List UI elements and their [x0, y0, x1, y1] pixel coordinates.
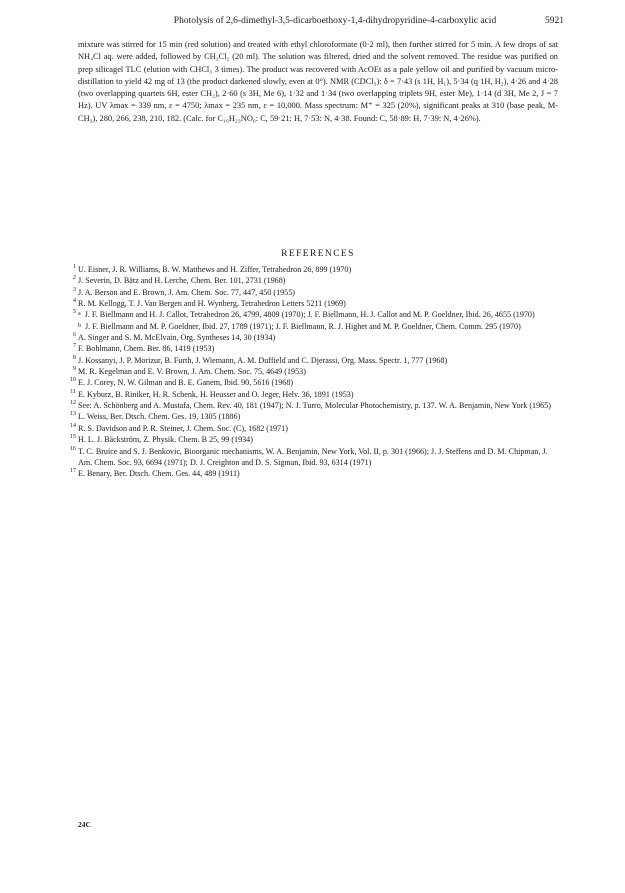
reference-number: 14 [70, 422, 76, 429]
reference-text: R. M. Kellogg, T. J. Van Bergen and H. Wynberg, Tetrahedron Letters 5211 (1969) [78, 299, 346, 309]
reference-item [66, 411, 560, 422]
reference-number: 2 [73, 275, 76, 282]
reference-number: 11 [70, 388, 76, 395]
reference-item [66, 468, 560, 479]
reference-text: J. A. Berson and E. Brown, J. Am. Chem. Soc. 77, 447, 450 (1955) [78, 287, 295, 297]
reference-item [66, 309, 560, 320]
reference-text: L. Weiss, Ber. Dtsch. Chem. Ges. 19, 1305 (1886) [78, 412, 241, 422]
reference-item [66, 366, 560, 377]
reference-item [66, 377, 560, 388]
reference-item [66, 287, 560, 298]
reference-text: T. C. Bruice and S. J. Benkovic, Bioorganic mechanisms, W. A. Benjamin, New York, Vol. II, p. 301 (1966); J. J. Steffens and D. M. Chipman, J. Am. Chem. Soc. 93, 6694 (1971); D. J. Creighton and D. S. Sigman, Ibid. 93, 6314 (1971) [78, 446, 548, 467]
page-number: 5921 [545, 16, 564, 26]
reference-text: See: A. Schönberg and A. Mustafa, Chem. Rev. 40, 181 (1947); N. J. Turro, Molecular Photochemistry, p. 137. W. A. Benjamin, New York (1965) [78, 401, 551, 411]
reference-item [66, 389, 560, 400]
reference-text: J. F. Biellmann and H. J. Callot, Tetrahedron 26, 4799, 4809 (1970); J. F. Biellmann, H. J. Callot and M. P. Goeldner, Ibid. 26, 4655 (1970) [84, 310, 535, 320]
reference-number: 4 [73, 298, 76, 305]
reference-number: 8 [73, 354, 76, 361]
footer-code: 24C [78, 820, 91, 829]
reference-item [66, 434, 560, 445]
reference-text: E. Benary, Ber. Dtsch. Chem. Ges. 44, 489 (1911) [78, 469, 240, 479]
running-title: Photolysis of 2,6-dimethyl-3,5-dicarboethoxy-1,4-dihydropyridine-4-carboxylic acid [173, 16, 497, 26]
reference-number: 3 [73, 286, 76, 293]
reference-item [66, 321, 560, 332]
reference-number: 6 [73, 332, 76, 339]
reference-number: 13 [70, 411, 76, 418]
reference-text: E. J. Corey, N. W. Gilman and B. E. Ganem, Ibid. 90, 5616 (1968) [78, 378, 294, 388]
reference-text: R. S. Davidson and P. R. Steiner, J. Chem. Soc. (C), 1682 (1971) [78, 423, 288, 433]
reference-text: J. Kossanyi, J. P. Morizur, B. Furth, J. Wiemann, A. M. Duffield and C. Djerassi, Org. Mass. Spectr. 1, 777 (1968) [78, 355, 448, 365]
reference-item [66, 298, 560, 309]
reference-number: 12 [70, 400, 76, 407]
reference-item [66, 275, 560, 286]
reference-number: 5 [73, 309, 76, 316]
reference-text: M. R. Kegelman and E. V. Brown, J. Am. Chem. Soc. 75, 4649 (1953) [78, 367, 306, 377]
reference-text: J. F. Biellmann and M. P. Goeldner, Ibid. 27, 1789 (1971); J. F. Biellmann, R. J. Highet and M. P. Goeldner, Chem. Comm. 295 (1970) [85, 321, 521, 331]
reference-number: 15 [70, 434, 76, 441]
reference-item [66, 355, 560, 366]
reference-sub-letter: a [78, 311, 81, 318]
reference-number: 7 [73, 343, 76, 350]
experimental-paragraph: mixture was stirred for 15 min (red solution) and treated with ethyl chloroformate (0·2 ml), then further stirred for 5 min. A few drops of sat NH₄Cl aq. were added, followed by CH₂Cl₂ (20 ml). The solution was filtered, dried and the solvent removed. The residue was purified on prep silicagel TLC (elution with CHCl₃ 3 times). The product was recovered with AcOEt as a pale yellow oil and purified by vacuum micro-distillation to yield 42 mg of 13 (the product darkened slowly, even at 0°). NMR (CDCl₃): δ = 7·43 (s 1H, H₁), 5·34 (q 1H, H₂), 4·26 and 4·28 (two overlapping quartets 6H, ester CH₂), 2·60 (s 3H, Me 6), 1·32 and 1·34 (two overlapping triplets 9H, ester Me), 1·14 (d 3H, Me 2, J = 7 Hz). UV λmax = 339 nm, ε = 4750; λmax = 235 nm, ε = 10,000. Mass spectrum: M⁺ = 325 (20%), significant peaks at 310 (base peak, M-CH₃), 280, 266, 238, 210, 182. (Calc. for C₁₆H₂₃NO₆: C, 59·21: H, 7·53: N, 4·38. Found: C, 58·89: H, 7·39: N, 4·26%). [78, 40, 558, 123]
reference-text: F. Bohlmann, Chem. Ber. 86, 1419 (1953) [78, 344, 215, 354]
reference-number: 17 [70, 468, 76, 475]
reference-text: E. Kyburz, B. Riniker, H. R. Schenk, H. Heusser and O. Jeger, Helv. 36, 1891 (1953) [78, 389, 354, 399]
reference-number: 9 [73, 366, 76, 373]
reference-item [66, 343, 560, 354]
reference-text: U. Eisner, J. R. Williams, B. W. Matthews and H. Ziffer, Tetrahedron 26, 899 (1970) [78, 265, 352, 274]
reference-item [66, 446, 560, 469]
reference-item [66, 264, 560, 275]
references-heading: REFERENCES [281, 249, 355, 259]
reference-number: 1 [73, 264, 76, 270]
reference-number: 10 [70, 377, 76, 384]
reference-list [66, 264, 560, 480]
reference-item [66, 400, 560, 411]
reference-text: A. Singer and S. M. McElvain, Org. Syntheses 14, 30 (1934) [78, 333, 276, 343]
reference-text: J. Severin, D. Bätz and H. Lerche, Chem. Ber. 101, 2731 (1968) [78, 276, 286, 286]
reference-item [66, 332, 560, 343]
reference-number: 16 [70, 445, 76, 452]
reference-text: H. L. J. Bäckström, Z. Physik. Chem. B 25, 99 (1934) [78, 435, 253, 445]
reference-item [66, 423, 560, 434]
reference-sub-letter: b [78, 322, 81, 329]
